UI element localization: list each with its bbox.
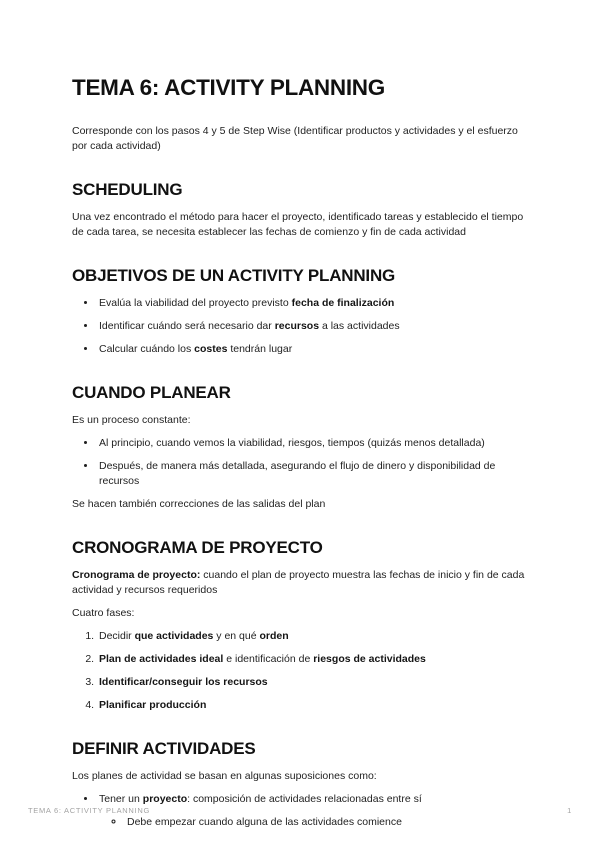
list-item: • Después, de manera más detallada, asegurando el flujo de dinero y disponibilidad de recursos bbox=[97, 459, 530, 489]
list-item: 2. Plan de actividades ideal e identificación de riesgos de actividades bbox=[97, 652, 530, 667]
cuando-bullet-list bbox=[72, 436, 530, 489]
heading-cronograma: CRONOGRAMA DE PROYECTO bbox=[72, 538, 323, 557]
heading-definir-actividades: DEFINIR ACTIVIDADES bbox=[72, 739, 256, 758]
scheduling-paragraph: Una vez encontrado el método para hacer el proyecto, identificado tareas y establecido el tiempo de cada tarea, se necesita establecer las fechas de comienzo y fin de cada actividad bbox=[72, 211, 524, 238]
page-title: TEMA 6: ACTIVITY PLANNING bbox=[72, 75, 385, 100]
list-item: 4. Planificar producción bbox=[97, 698, 530, 713]
objetivos-bullet-list bbox=[72, 296, 530, 357]
cuando-closing-paragraph: Se hacen también correcciones de las salidas del plan bbox=[72, 498, 326, 510]
definir-lead-paragraph: Los planes de actividad se basan en algunas suposiciones como: bbox=[72, 770, 377, 782]
cronograma-numbered-list bbox=[72, 629, 530, 713]
cronograma-paragraph: Cronograma de proyecto: cuando el plan de proyecto muestra las fechas de inicio y fin de cada actividad y recursos requeridos bbox=[72, 569, 525, 596]
cuando-lead-paragraph: Es un proceso constante: bbox=[72, 414, 191, 426]
heading-cuando-planear: CUANDO PLANEAR bbox=[72, 383, 231, 402]
page-footer bbox=[28, 806, 572, 816]
list-item: ◦ Debe empezar cuando alguna de las actividades comience bbox=[125, 815, 530, 830]
heading-objetivos: OBJETIVOS DE UN ACTIVITY PLANNING bbox=[72, 266, 396, 285]
list-item: • Calcular cuándo los costes tendrán lugar bbox=[97, 342, 530, 357]
cronograma-lead-paragraph: Cuatro fases: bbox=[72, 607, 135, 619]
list-item: • Evalúa la viabilidad del proyecto previsto fecha de finalización bbox=[97, 296, 530, 311]
footer-document-title: TEMA 6: ACTIVITY PLANNING bbox=[28, 806, 150, 815]
list-item: 3. Identificar/conseguir los recursos bbox=[97, 675, 530, 690]
list-item: • Al principio, cuando vemos la viabilidad, riesgos, tiempos (quizás menos detallada) bbox=[97, 436, 530, 451]
footer-page-number: 1 bbox=[567, 806, 572, 815]
definir-sub-bullet-list bbox=[99, 815, 530, 830]
heading-scheduling: SCHEDULING bbox=[72, 180, 183, 199]
intro-paragraph: Corresponde con los pasos 4 y 5 de Step Wise (Identificar productos y actividades y el esfuerzo por cada actividad) bbox=[72, 125, 518, 152]
list-item: 1. Decidir que actividades y en qué orden bbox=[97, 629, 530, 644]
list-item-text: Tener un proyecto: composición de actividades relacionadas entre sí bbox=[99, 793, 422, 805]
list-item: • Identificar cuándo será necesario dar recursos a las actividades bbox=[97, 319, 530, 334]
